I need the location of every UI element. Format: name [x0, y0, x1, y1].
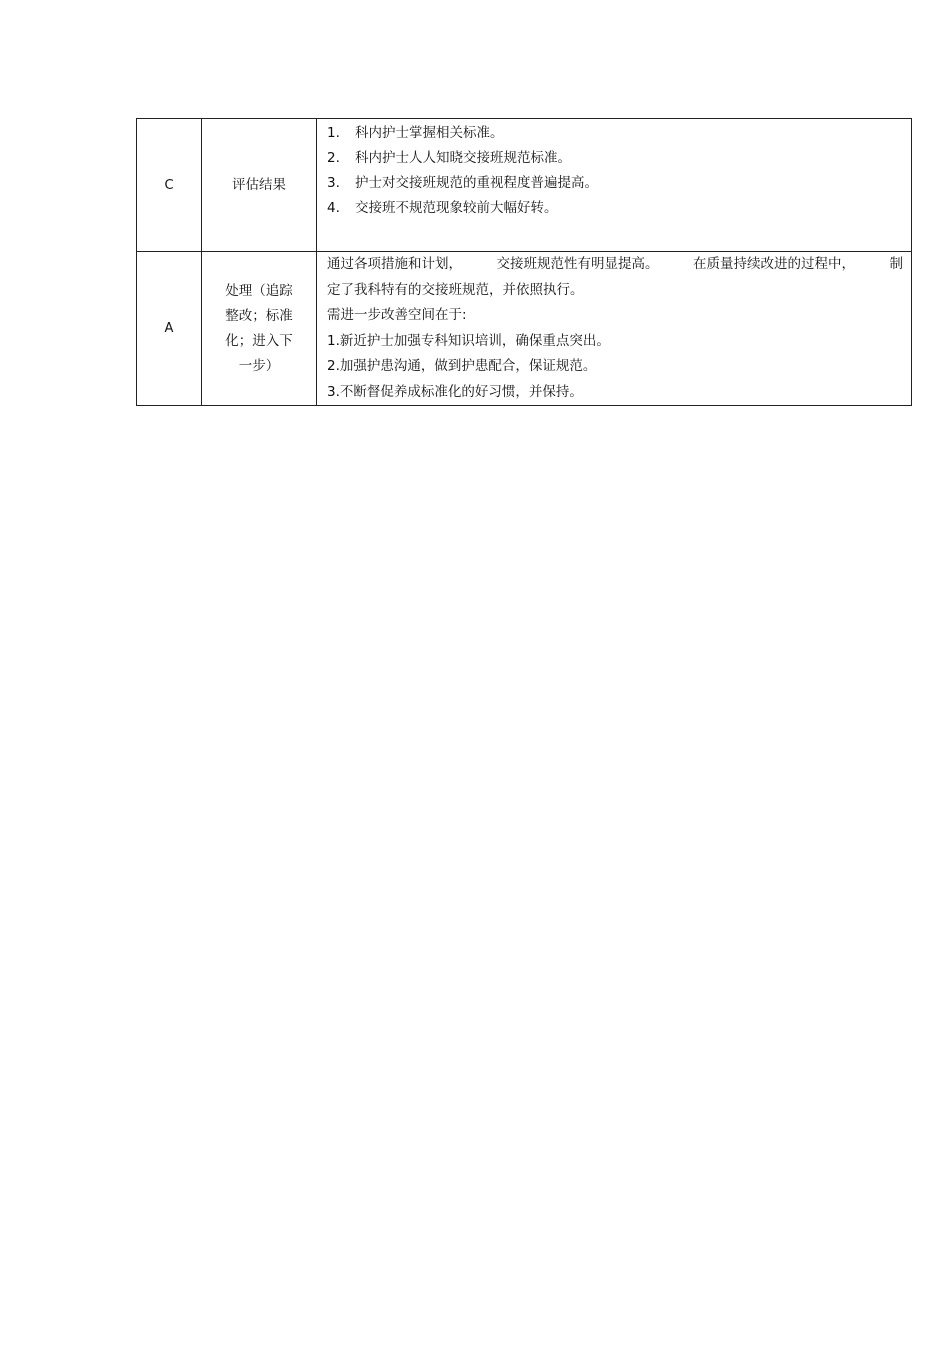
list-item: 1. 科内护士掌握相关标准。: [327, 125, 504, 141]
list-item: 1.新近护士加强专科知识培训，确保重点突出。: [327, 332, 610, 349]
improvement-subheading: 需进一步改善空间在于:: [327, 307, 467, 323]
table-row-c: [137, 119, 912, 252]
table-row-a: [137, 252, 912, 406]
list-item: 3.不断督促养成标准化的好习惯，并保持。: [327, 383, 583, 400]
list-item: 2. 科内护士人人知晓交接班规范标准。: [327, 150, 571, 166]
action-content-cell: [317, 252, 912, 406]
evaluation-results-cell: [317, 119, 912, 252]
phase-cell-c: C: [137, 119, 202, 252]
list-item: 3. 护士对交接班规范的重视程度普遍提高。: [327, 175, 598, 191]
list-item: 2.加强护患沟通，做到护患配合，保证规范。: [327, 358, 597, 374]
list-item: 4. 交接班不规范现象较前大幅好转。: [327, 200, 558, 216]
action-summary-line2: 定了我科特有的交接班规范，并依照执行。: [327, 281, 584, 298]
stage-cell-action: [202, 252, 317, 406]
evaluation-results-list: [317, 121, 911, 221]
pdca-table: [136, 118, 912, 406]
phase-cell-a: A: [137, 252, 202, 406]
stage-cell-evaluation: 评估结果: [202, 119, 317, 252]
action-summary-paragraph: 通过各项措施和计划， 交接班规范性有明显提高。 在质量持续改进的过程中， 制: [327, 256, 903, 272]
stage-label: 处理（追踪 整改；标准 化；进入下 一步）: [225, 282, 293, 374]
